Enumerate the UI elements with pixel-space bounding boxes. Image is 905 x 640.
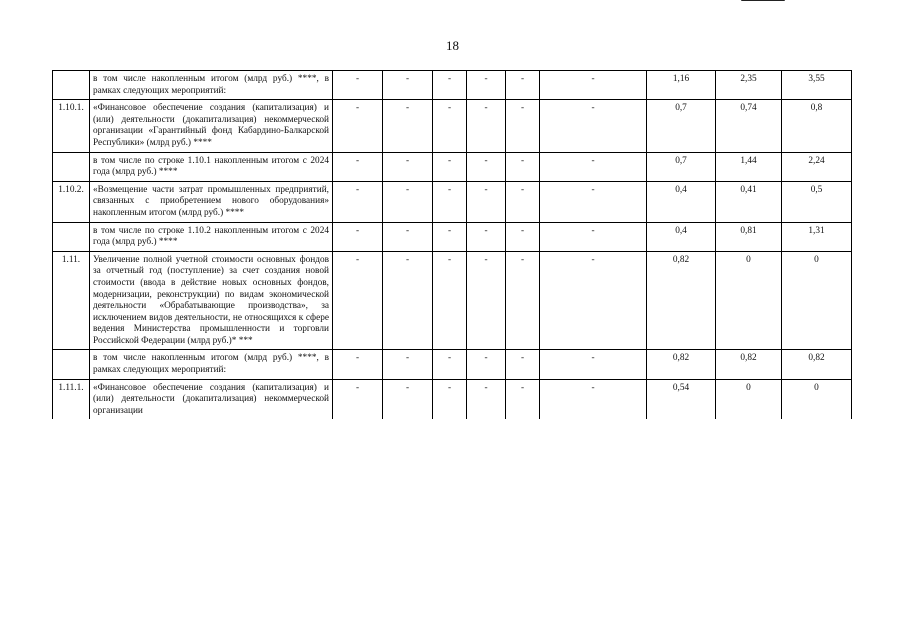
value-cell: - <box>333 152 383 181</box>
row-number: 1.11.1. <box>53 379 90 419</box>
value-cell: 0,74 <box>716 100 782 152</box>
value-cell: - <box>540 181 647 222</box>
value-cell: 0,82 <box>647 251 716 350</box>
value-cell: 0 <box>716 379 782 419</box>
value-cell: - <box>383 152 433 181</box>
value-cell: - <box>433 100 467 152</box>
value-cell: 0 <box>716 251 782 350</box>
indicator-description: в том числе по строке 1.10.2 накопленным итогом с 2024 года (млрд руб.) **** <box>90 222 333 251</box>
row-number: 1.10.1. <box>53 100 90 152</box>
value-cell: 2,35 <box>716 71 782 100</box>
value-cell: 0 <box>782 251 852 350</box>
value-cell: - <box>540 350 647 379</box>
value-cell: - <box>383 350 433 379</box>
value-cell: - <box>467 379 506 419</box>
table-row <box>53 71 852 100</box>
value-cell: - <box>433 181 467 222</box>
row-number <box>53 152 90 181</box>
value-cell: 0,4 <box>647 222 716 251</box>
value-cell: 0,8 <box>782 100 852 152</box>
value-cell: - <box>506 379 540 419</box>
value-cell: 0,54 <box>647 379 716 419</box>
table-row <box>53 251 852 350</box>
value-cell: - <box>333 251 383 350</box>
value-cell: 0,7 <box>647 100 716 152</box>
value-cell: - <box>433 152 467 181</box>
value-cell: - <box>333 181 383 222</box>
value-cell: - <box>433 379 467 419</box>
value-cell: - <box>467 350 506 379</box>
value-cell: - <box>383 379 433 419</box>
value-cell: - <box>467 251 506 350</box>
value-cell: 0,81 <box>716 222 782 251</box>
indicator-description: в том числе накопленным итогом (млрд руб.) ****, в рамках следующих мероприятий: <box>90 350 333 379</box>
value-cell: - <box>506 251 540 350</box>
indicator-description: в том числе накопленным итогом (млрд руб.) ****, в рамках следующих мероприятий: <box>90 71 333 100</box>
value-cell: - <box>540 222 647 251</box>
value-cell: - <box>383 100 433 152</box>
corner-mark <box>741 0 785 1</box>
value-cell: 1,16 <box>647 71 716 100</box>
value-cell: - <box>383 251 433 350</box>
value-cell: 0,82 <box>782 350 852 379</box>
value-cell: 0 <box>782 379 852 419</box>
table-row <box>53 222 852 251</box>
value-cell: 1,44 <box>716 152 782 181</box>
row-number <box>53 71 90 100</box>
indicator-description: «Финансовое обеспечение создания (капитализация) и (или) деятельности (докапитализация) некоммерческой организации <box>90 379 333 419</box>
indicator-description: в том числе по строке 1.10.1 накопленным итогом с 2024 года (млрд руб.) **** <box>90 152 333 181</box>
row-number <box>53 350 90 379</box>
row-number <box>53 222 90 251</box>
indicator-description: Увеличение полной учетной стоимости основных фондов за отчетный год (поступление) за счет создания новой стоимости (ввода в действие новых основных фондов, модернизации, реконструкции) по видам экономической деятельности «Обрабатывающие производства», за исключением видов деятельности, не относящихся к сфере ведения Министерства промышленности и торговли Российской Федерации (млрд руб.)* *** <box>90 251 333 350</box>
value-cell: 0,5 <box>782 181 852 222</box>
indicator-description: «Возмещение части затрат промышленных предприятий, связанных с приобретением нового оборудования» накопленным итогом (млрд руб.) **** <box>90 181 333 222</box>
value-cell: - <box>540 71 647 100</box>
value-cell: 1,31 <box>782 222 852 251</box>
value-cell: - <box>333 222 383 251</box>
value-cell: - <box>467 222 506 251</box>
value-cell: 0,82 <box>647 350 716 379</box>
row-number: 1.11. <box>53 251 90 350</box>
table-body <box>53 71 852 420</box>
value-cell: - <box>467 71 506 100</box>
value-cell: - <box>383 181 433 222</box>
indicator-description: «Финансовое обеспечение создания (капитализация) и (или) деятельности (докапитализация) некоммерческой организации «Гарантийный фонд Кабардино-Балкарской Республики» (млрд руб.) **** <box>90 100 333 152</box>
value-cell: 0,82 <box>716 350 782 379</box>
value-cell: - <box>333 100 383 152</box>
value-cell: - <box>433 251 467 350</box>
value-cell: - <box>506 71 540 100</box>
indicators-table <box>52 70 852 419</box>
value-cell: 3,55 <box>782 71 852 100</box>
table-row <box>53 152 852 181</box>
table-row <box>53 350 852 379</box>
value-cell: - <box>467 100 506 152</box>
value-cell: - <box>383 71 433 100</box>
value-cell: - <box>383 222 433 251</box>
value-cell: - <box>333 379 383 419</box>
value-cell: - <box>506 350 540 379</box>
value-cell: - <box>540 251 647 350</box>
value-cell: 0,41 <box>716 181 782 222</box>
value-cell: - <box>467 181 506 222</box>
value-cell: - <box>540 100 647 152</box>
value-cell: - <box>333 350 383 379</box>
table-row <box>53 100 852 152</box>
value-cell: - <box>433 222 467 251</box>
value-cell: - <box>540 379 647 419</box>
value-cell: - <box>433 350 467 379</box>
value-cell: - <box>506 181 540 222</box>
table-row <box>53 379 852 419</box>
value-cell: - <box>506 100 540 152</box>
value-cell: - <box>433 71 467 100</box>
value-cell: 0,7 <box>647 152 716 181</box>
value-cell: - <box>333 71 383 100</box>
row-number: 1.10.2. <box>53 181 90 222</box>
value-cell: - <box>540 152 647 181</box>
value-cell: - <box>467 152 506 181</box>
value-cell: 0,4 <box>647 181 716 222</box>
value-cell: - <box>506 222 540 251</box>
value-cell: 2,24 <box>782 152 852 181</box>
value-cell: - <box>506 152 540 181</box>
table-row <box>53 181 852 222</box>
page-number: 18 <box>446 38 459 53</box>
